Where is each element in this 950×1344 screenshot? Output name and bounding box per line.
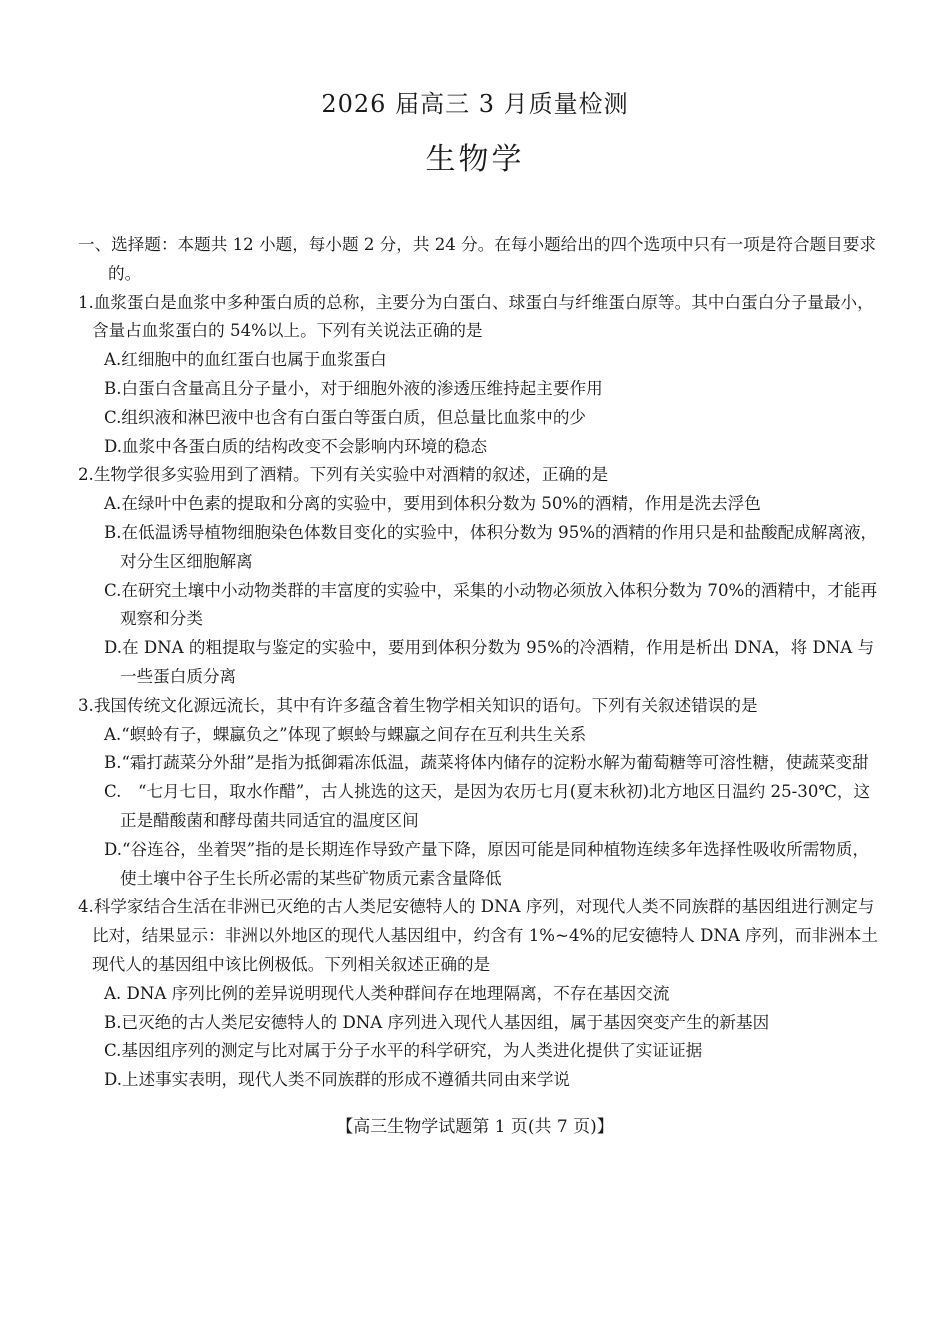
option-b: B.在低温诱导植物细胞染色体数目变化的实验中，体积分数为 95%的酒精的作用只是和盐酸配成解离液，对分生区细胞解离 [104, 522, 878, 571]
option-d: D.上述事实表明，现代人类不同族群的形成不遵循共同由来学说 [104, 1070, 571, 1090]
question-4 [78, 893, 884, 1095]
option-d: D.在 DNA 的粗提取与鉴定的实验中，要用到体积分数为 95%的冷酒精，作用是析出 DNA，将 DNA 与一些蛋白质分离 [104, 638, 875, 686]
option-b: B.白蛋白含量高且分子量小，对于细胞外液的渗透压维持起主要作用 [104, 378, 603, 398]
section-heading: 一、选择题：本题共 12 小题，每小题 2 分，共 24 分。在每小题给出的四个选项中只有一项是符合题目要求的。 [78, 235, 876, 283]
question-stem: 4.科学家结合生活在非洲已灭绝的古人类尼安德特人的 DNA 序列，对现代人类不同族群的基因组进行测定与比对，结果显示：非洲以外地区的现代人基因组中，约含有 1%~4%的尼安德特人 DNA 序列，而非洲本土现代人的基因组中该比例极低。下列相关叙述正确的是 [78, 897, 878, 974]
option-d: D.血浆中各蛋白质的结构改变不会影响内环境的稳态 [104, 436, 488, 456]
question-stem: 2.生物学很多实验用到了酒精。下列有关实验中对酒精的叙述，正确的是 [78, 465, 609, 485]
option-c: C. “七月七日，取水作醋”，古人挑选的这天，是因为农历七月(夏末秋初)北方地区日温约 25-30℃，这正是醋酸菌和酵母菌共同适宜的温度区间 [104, 782, 871, 830]
question-stem: 3.我国传统文化源远流长，其中有许多蕴含着生物学相关知识的语句。下列有关叙述错误的是 [78, 695, 758, 715]
option-c: C.在研究土壤中小动物类群的丰富度的实验中，采集的小动物必须放入体积分数为 70%的酒精中，才能再观察和分类 [104, 580, 878, 629]
option-a: A.在绿叶中色素的提取和分离的实验中，要用到体积分数为 50%的酒精，作用是洗去浮色 [104, 494, 761, 514]
option-c: C.基因组序列的测定与比对属于分子水平的科学研究，为人类进化提供了实证证据 [104, 1041, 703, 1061]
option-a: A. DNA 序列比例的差异说明现代人类种群间存在地理隔离，不存在基因交流 [104, 983, 670, 1003]
option-c: C.组织液和淋巴液中也含有白蛋白等蛋白质，但总量比血浆中的少 [104, 407, 587, 427]
exam-title: 2026 届高三 3 月质量检测 [321, 90, 629, 118]
subject-title: 生物学 [425, 142, 525, 177]
option-a: A.红细胞中的血红蛋白也属于血浆蛋白 [104, 350, 387, 370]
question-2 [78, 461, 884, 691]
question-1 [78, 289, 884, 462]
option-b: B.已灭绝的古人类尼安德特人的 DNA 序列进入现代人基因组，属于基因突变产生的新基因 [104, 1012, 770, 1032]
option-a: A.“螟蛉有子，蜾蠃负之”体现了螟蛉与蜾蠃之间存在互利共生关系 [104, 724, 587, 744]
question-stem: 1.血浆蛋白是血浆中多种蛋白质的总称，主要分为白蛋白、球蛋白与纤维蛋白原等。其中白蛋白分子量最小，含量占血浆蛋白的 54%以上。下列有关说法正确的是 [78, 292, 874, 341]
exam-content [78, 231, 884, 1095]
option-b: B.“霜打蔬菜分外甜”是指为抵御霜冻低温，蔬菜将体内储存的淀粉水解为葡萄糖等可溶性糖，使蔬菜变甜 [104, 753, 869, 773]
question-3 [78, 692, 884, 894]
page-footer: 【高三生物学试题第 1 页(共 7 页)】 [336, 1117, 614, 1137]
option-d: D.“谷连谷，坐着哭”指的是长期连作导致产量下降，原因可能是同种植物连续多年选择性吸收所需物质，使土壤中谷子生长所必需的某些矿物质元素含量降低 [104, 839, 870, 888]
